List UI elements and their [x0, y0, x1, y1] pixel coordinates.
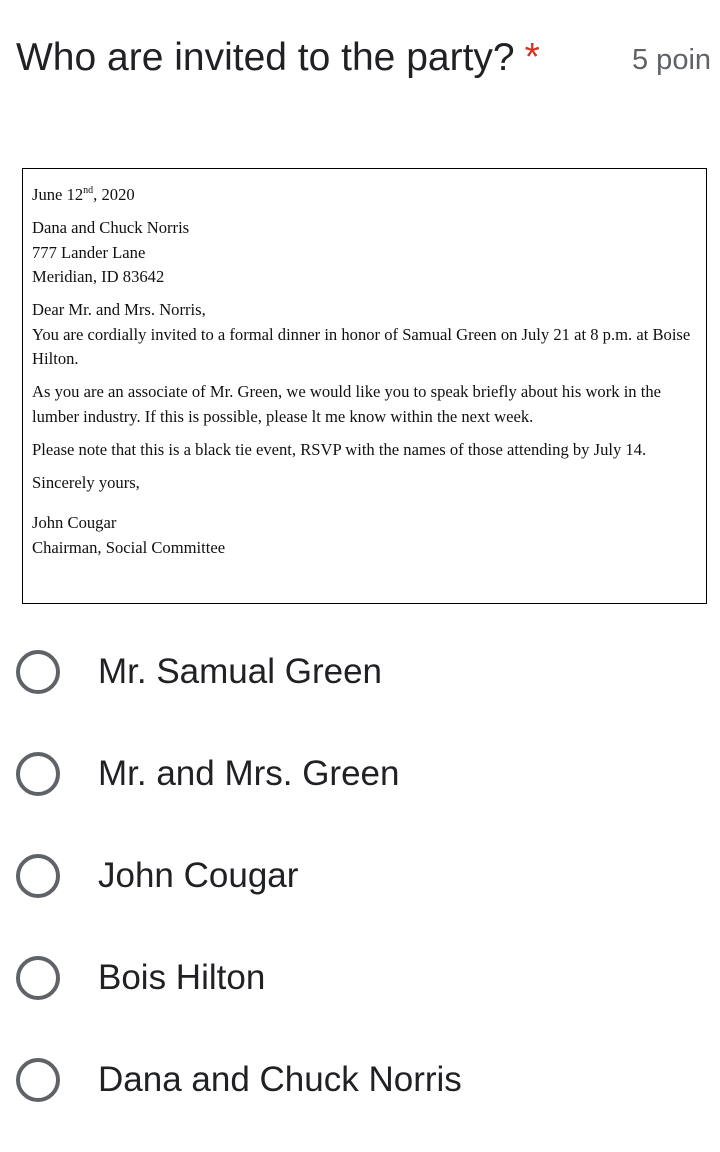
- letter-closing: Sincerely yours,: [32, 472, 140, 492]
- radio-button-icon[interactable]: [16, 1058, 60, 1102]
- letter-recipient-name: Dana and Chuck Norris: [32, 218, 190, 237]
- letter-paragraph-3: Please note that this is a black tie event, RSVP with the names of those attending by July 14.: [32, 439, 647, 459]
- option-label[interactable]: Dana and Chuck Norris: [98, 1060, 462, 1099]
- question-points: 5 poin: [632, 44, 712, 76]
- invitation-letter-image: [22, 168, 707, 604]
- question-title: [16, 34, 540, 82]
- required-marker: *: [524, 36, 540, 79]
- question-header: [0, 0, 720, 120]
- letter-recipient-street: 777 Lander Lane: [32, 242, 146, 262]
- letter-paragraph-1: You are cordially invited to a formal dinner in honor of Samual Green on July 21 at 8 p.m. at Boise Hilton.: [32, 324, 691, 368]
- option-bois-hilton[interactable]: [0, 926, 720, 1028]
- letter-date-month-day: June 12: [32, 185, 84, 204]
- radio-button-icon[interactable]: [16, 752, 60, 796]
- radio-button-icon[interactable]: [16, 956, 60, 1000]
- letter-signer-title: Chairman, Social Committee: [32, 537, 226, 557]
- option-mr-samual-green[interactable]: [0, 620, 720, 722]
- letter-signer-name: John Cougar: [32, 513, 117, 532]
- option-mr-and-mrs-green[interactable]: [0, 722, 720, 824]
- option-dana-and-chuck-norris[interactable]: [0, 1028, 720, 1130]
- option-label[interactable]: Mr. and Mrs. Green: [98, 754, 400, 793]
- radio-button-icon[interactable]: [16, 650, 60, 694]
- letter-date: [32, 179, 698, 208]
- letter-salutation: Dear Mr. and Mrs. Norris,: [32, 300, 206, 319]
- option-label[interactable]: Bois Hilton: [98, 958, 266, 997]
- letter-recipient-city: Meridian, ID 83642: [32, 267, 165, 286]
- radio-button-icon[interactable]: [16, 854, 60, 898]
- option-label[interactable]: Mr. Samual Green: [98, 652, 382, 691]
- letter-date-year: , 2020: [93, 185, 135, 204]
- letter-date-suffix: nd: [83, 185, 94, 196]
- question-title-text: Who are invited to the party?: [16, 36, 515, 79]
- option-john-cougar[interactable]: [0, 824, 720, 926]
- letter-paragraph-2: As you are an associate of Mr. Green, we would like you to speak briefly about his work in the lumber industry. If this is possible, please lt me know within the next week.: [32, 382, 662, 426]
- option-label[interactable]: John Cougar: [98, 856, 299, 895]
